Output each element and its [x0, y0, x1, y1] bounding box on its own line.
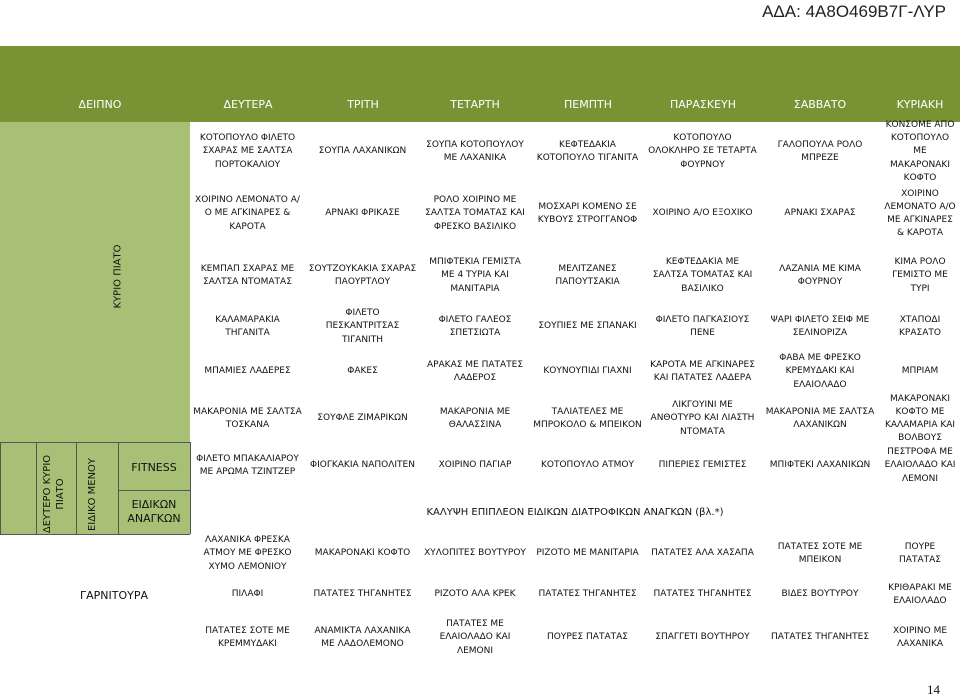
garnish-cell: ΡΙΖΟΤΟ ΑΛΑ ΚΡΕΚ [434, 589, 516, 600]
grid-line [0, 534, 190, 535]
main-dish-cell: ΚΟΥΝΟΥΠΙΔΙ ΓΙΑΧΝΙ [543, 366, 632, 377]
garnish-cell: ΠΑΤΑΤΕΣ ΜΕ ΕΛΑΙΟΛΑΔΟ ΚΑΙ ΛΕΜΟΝΙ [439, 619, 511, 656]
ada-code: ΑΔΑ: 4Α8Ο469Β7Γ-ΛΥΡ [762, 2, 946, 21]
main-dish-cell: ΧΟΙΡΙΝΟ ΛΕΜΟΝΑΤΟ Α/Ο ΜΕ ΑΓΚΙΝΑΡΕΣ & ΚΑΡΟΤΑ [195, 195, 300, 232]
main-dish-cell: ΜΠΑΜΙΕΣ ΛΑΔΕΡΕΣ [204, 366, 291, 377]
day-header-6: ΣΑΒΒΑΤΟ [793, 98, 847, 111]
main-dish-cell: ΣΟΥΠΑ ΛΑΧΑΝΙΚΩΝ [318, 146, 407, 157]
day-header-0: ΔΕΙΠΝΟ [78, 98, 122, 111]
garnish-cell: ΠΙΛΑΦΙ [231, 589, 264, 600]
fitness-dish-cell: ΠΕΣΤΡΟΦΑ ΜΕ ΕΛΑΙΟΛΑΔΟ ΚΑΙ ΛΕΜΟΝΙ [884, 447, 956, 484]
main-dish-cell: ΚΕΦΤΕΔΑΚΙΑ ΚΟΤΟΠΟΥΛΟ ΤΙΓΑΝΙΤΑ [536, 139, 639, 163]
garnish-cell: ΚΡΙΘΑΡΑΚΙ ΜΕ ΕΛΑΙΟΛΑΔΟ [888, 582, 952, 606]
main-dish-cell: ΣΟΥΤΖΟΥΚΑΚΙΑ ΣΧΑΡΑΣ ΠΑΟΥΡΤΛΟΥ [308, 263, 417, 287]
garnish-cell: ΠΑΤΑΤΕΣ ΑΛΑ ΧΑΣΑΠΑ [651, 548, 754, 559]
garnish-cell: ΠΑΤΑΤΕΣ ΤΗΓΑΝΗΤΕΣ [653, 589, 752, 600]
main-dish-cell: ΧΟΙΡΙΝΟ ΛΕΜΟΝΑΤΟ Α/Ο ΜΕ ΑΓΚΙΝΑΡΕΣ & ΚΑΡΟΤΑ [884, 188, 956, 239]
garnish-cell: ΠΑΤΑΤΕΣ ΤΗΓΑΝΗΤΕΣ [770, 632, 870, 643]
main-dish-cell: ΚΑΛΑΜΑΡΑΚΙΑ ΤΗΓΑΝΙΤΑ [215, 314, 280, 338]
garnish-cell: ΡΙΖΟΤΟ ΜΕ ΜΑΝΙΤΑΡΙΑ [536, 548, 639, 559]
main-dish-cell: ΑΡΑΚΑΣ ΜΕ ΠΑΤΑΤΕΣ ΛΑΔΕΡΟΣ [426, 359, 524, 383]
grid-line [36, 442, 37, 534]
main-dish-cell: ΚΑΡΟΤΑ ΜΕ ΑΓΚΙΝΑΡΕΣ ΚΑΙ ΠΑΤΑΤΕΣ ΛΑΔΕΡΑ [650, 359, 755, 383]
fitness-dish-cell: ΧΟΙΡΙΝΟ ΠΑΓΙΑΡ [438, 460, 512, 471]
main-dish-cell: ΑΡΝΑΚΙ ΦΡΙΚΑΣΕ [325, 208, 400, 219]
main-dish-cell: ΜΠΡΙΑΜ [901, 366, 939, 377]
grid-line [190, 442, 191, 534]
grid-line [118, 442, 119, 534]
garnish-cell: ΜΑΚΑΡΟΝΑΚΙ ΚΟΦΤΟ [314, 548, 411, 559]
fitness-dish-cell: ΚΟΤΟΠΟΥΛΟ ΑΤΜΟΥ [540, 460, 635, 471]
fitness-dish-cell: ΦΙΟΓΚΑΚΙΑ ΝΑΠΟΛΙΤΕΝ [310, 460, 415, 471]
day-header-7: ΚΥΡΙΑΚΗ [896, 98, 944, 111]
page-number: 14 [927, 682, 940, 697]
main-dish-cell: ΦΙΛΕΤΟ ΓΑΛΕΟΣ ΣΠΕΤΣΙΩΤΑ [438, 314, 512, 338]
special-menu-label: ΕΙΔΙΚΟ ΜΕΝΟΥ [87, 457, 99, 531]
garnish-label: ΓΑΡΝΙΤΟΥΡΑ [80, 588, 149, 602]
main-dish-cell: ΜΠΙΦΤΕΚΙΑ ΓΕΜΙΣΤΑ ΜΕ 4 ΤΥΡΙΑ ΚΑΙ ΜΑΝΙΤΑΡΙΑ [429, 257, 521, 294]
garnish-cell: ΠΟΥΡΕΣ ΠΑΤΑΤΑΣ [547, 632, 628, 643]
fitness-dish-cell: ΠΙΠΕΡΙΕΣ ΓΕΜΙΣΤΕΣ [658, 460, 747, 471]
main-dish-cell: ΜΑΚΑΡΟΝΙΑ ΜΕ ΣΑΛΤΣΑ ΤΟΣΚΑΝΑ [193, 406, 302, 430]
main-dish-cell: ΣΟΥΦΛΕ ΖΙΜΑΡΙΚΩΝ [317, 413, 408, 424]
special-needs-note: ΚΑΛΥΨΗ ΕΠΙΠΛΕΟΝ ΕΙΔΙΚΩΝ ΔΙΑΤΡΟΦΙΚΩΝ ΑΝΑΓΚΩΝ (βλ.*) [426, 506, 724, 518]
garnish-cell: ΧΟΙΡΙΝΟ ΜΕ ΛΑΧΑΝΙΚΑ [892, 625, 948, 649]
main-dish-cell: ΧΟΙΡΙΝΟ Α/Ο ΕΞΟΧΙΚΟ [652, 208, 753, 219]
grid-line [0, 442, 190, 443]
day-header-3: ΤΕΤΑΡΤΗ [450, 98, 500, 111]
main-dish-cell: ΦΙΛΕΤΟ ΠΕΣΚΑΝΤΡΙΤΣΑΣ ΤΙΓΑΝΙΤΗ [325, 308, 400, 345]
main-course-label: ΚΥΡΙΟ ΠΙΑΤΟ [112, 244, 124, 308]
grid-line [118, 490, 190, 491]
garnish-cell: ΣΠΑΓΓΕΤΙ ΒΟΥΤΗΡΟΥ [655, 632, 750, 643]
day-header-1: ΔΕΥΤΕΡΑ [223, 98, 273, 111]
header-band [0, 46, 960, 88]
main-dish-cell: ΜΕΛΙΤΖΑΝΕΣ ΠΑΠΟΥΤΣΑΚΙΑ [555, 263, 620, 287]
main-dish-cell: ΚΟΤΟΠΟΥΛΟ ΟΛΟΚΛΗΡΟ ΣΕ ΤΕΤΑΡΤΑ ΦΟΥΡΝΟΥ [648, 133, 757, 170]
garnish-cell: ΒΙΔΕΣ ΒΟΥΤΥΡΟΥ [781, 589, 859, 600]
main-dish-cell: ΓΑΛΟΠΟΥΛΑ ΡΟΛΟ ΜΠΡΕΖΕ [777, 139, 863, 163]
main-dish-cell: ΦΙΛΕΤΟ ΠΑΓΚΑΣΙΟΥΣ ΠΕΝΕ [655, 314, 750, 338]
days-row [0, 88, 960, 122]
day-header-4: ΠΕΜΠΤΗ [564, 98, 612, 111]
garnish-cell: ΠΟΥΡΕ ΠΑΤΑΤΑΣ [899, 541, 941, 565]
fitness-dish-cell: ΜΠΙΦΤΕΚΙ ΛΑΧΑΝΙΚΩΝ [769, 460, 871, 471]
main-dish-cell: ΚΙΜΑ ΡΟΛΟ ΓΕΜΙΣΤΟ ΜΕ ΤΥΡΙ [892, 257, 948, 294]
main-dish-cell: ΣΟΥΠΙΕΣ ΜΕ ΣΠΑΝΑΚΙ [538, 321, 637, 332]
main-dish-cell: ΤΑΛΙΑΤΕΛΕΣ ΜΕ ΜΠΡΟΚΟΛΟ & ΜΠΕΙΚΟΝ [533, 406, 642, 430]
garnish-cell: ΛΑΧΑΝΙΚΑ ΦΡΕΣΚΑ ΑΤΜΟΥ ΜΕ ΦΡΕΣΚΟ ΧΥΜΟ ΛΕΜΟΝΙΟΥ [203, 535, 292, 572]
main-dish-cell: ΣΟΥΠΑ ΚΟΤΟΠΟΥΛΟΥ ΜΕ ΛΑΧΑΝΙΚΑ [426, 139, 524, 163]
main-dish-cell: ΜΟΣΧΑΡΙ ΚΟΜΕΝΟ ΣΕ ΚΥΒΟΥΣ ΣΤΡΟΓΓΑΝΟΦ [537, 201, 638, 225]
main-dish-cell: ΜΑΚΑΡΟΝΙΑ ΜΕ ΣΑΛΤΣΑ ΛΑΧΑΝΙΚΩΝ [765, 406, 875, 430]
main-dish-cell: ΚΟΤΟΠΟΥΛΟ ΦΙΛΕΤΟ ΣΧΑΡΑΣ ΜΕ ΣΑΛΤΣΑ ΠΟΡΤΟΚΑΛΙΟΥ [199, 133, 296, 170]
garnish-cell: ΠΑΤΑΤΕΣ ΤΗΓΑΝΗΤΕΣ [538, 589, 637, 600]
garnish-cell: ΧΥΛΟΠΙΤΕΣ ΒΟΥΤΥΡΟΥ [424, 548, 526, 559]
grid-line [0, 442, 1, 534]
day-header-5: ΠΑΡΑΣΚΕΥΗ [669, 98, 737, 111]
garnish-cell: ΠΑΤΑΤΕΣ ΣΟΤΕ ΜΕ ΜΠΕΙΚΟΝ [777, 541, 863, 565]
fitness-dish-cell: ΦΙΛΕΤΟ ΜΠΑΚΑΛΙΑΡΟΥ ΜΕ ΑΡΩΜΑ ΤΖΙΝΤΖΕΡ [196, 453, 299, 477]
menu-table [0, 122, 960, 680]
main-dish-cell: ΛΙΚΓΟΥΙΝΙ ΜΕ ΑΝΘΟΤΥΡΟ ΚΑΙ ΛΙΑΣΤΗ ΝΤΟΜΑΤΑ [650, 400, 755, 437]
main-dish-cell: ΚΟΝΣΟΜΕ ΑΠΟ ΚΟΤΟΠΟΥΛΟ ΜΕ ΜΑΚΑΡΟΝΑΚΙ ΚΟΦΤΟ [885, 120, 955, 183]
main-dish-cell: ΑΡΝΑΚΙ ΣΧΑΡΑΣ [784, 208, 856, 219]
garnish-cell: ΠΑΤΑΤΕΣ ΣΟΤΕ ΜΕ ΚΡΕΜΜΥΔΑΚΙ [205, 625, 290, 649]
main-dish-cell: ΚΕΦΤΕΔΑΚΙΑ ΜΕ ΣΑΛΤΣΑ ΤΟΜΑΤΑΣ ΚΑΙ ΒΑΣΙΛΙΚΟ [652, 257, 753, 294]
day-header-2: ΤΡΙΤΗ [347, 98, 379, 111]
main-dish-cell: ΧΤΑΠΟΔΙ ΚΡΑΣΑΤΟ [899, 314, 941, 338]
fitness-label: FITNESS [131, 460, 177, 474]
main-dish-cell: ΦΑΒΑ ΜΕ ΦΡΕΣΚΟ ΚΡΕΜΥΔΑΚΙ ΚΑΙ ΕΛΑΙΟΛΑΔΟ [779, 353, 861, 390]
main-dish-cell: ΨΑΡΙ ΦΙΛΕΤΟ ΣΕΙΦ ΜΕ ΣΕΛΙΝΟΡΙΖΑ [770, 314, 870, 338]
special-needs-label: ΕΙΔΙΚΩΝ ΑΝΑΓΚΩΝ [127, 497, 181, 525]
main-dish-cell: ΛΑΖΑΝΙΑ ΜΕ ΚΙΜΑ ΦΟΥΡΝΟΥ [779, 263, 861, 287]
garnish-cell: ΠΑΤΑΤΕΣ ΤΗΓΑΝΗΤΕΣ [313, 589, 412, 600]
grid-line [76, 442, 77, 534]
main-dish-cell: ΜΑΚΑΡΟΝΑΚΙ ΚΟΦΤΟ ΜΕ ΚΑΛΑΜΑΡΙΑ ΚΑΙ ΒΟΛΒΟΥΣ [884, 393, 956, 444]
main-dish-cell: ΦΑΚΕΣ [347, 366, 378, 377]
main-dish-cell: ΜΑΚΑΡΟΝΙΑ ΜΕ ΘΑΛΑΣΣΙΝΑ [439, 406, 511, 430]
garnish-cell: ΑΝΑΜΙΚΤΑ ΛΑΧΑΝΙΚΑ ΜΕ ΛΑΔΟΛΕΜΟΝΟ [314, 625, 411, 649]
main-dish-cell: ΚΕΜΠΑΠ ΣΧΑΡΑΣ ΜΕ ΣΑΛΤΣΑ ΝΤΟΜΑΤΑΣ [200, 263, 295, 287]
main-dish-cell: ΡΟΛΟ ΧΟΙΡΙΝΟ ΜΕ ΣΑΛΤΣΑ ΤΟΜΑΤΑΣ ΚΑΙ ΦΡΕΣΚΟ ΒΑΣΙΛΙΚΟ [425, 195, 525, 232]
second-course-label: ΔΕΥΤΕΡΟ ΚΥΡΙΟ ΠΙΑΤΟ [42, 454, 67, 534]
